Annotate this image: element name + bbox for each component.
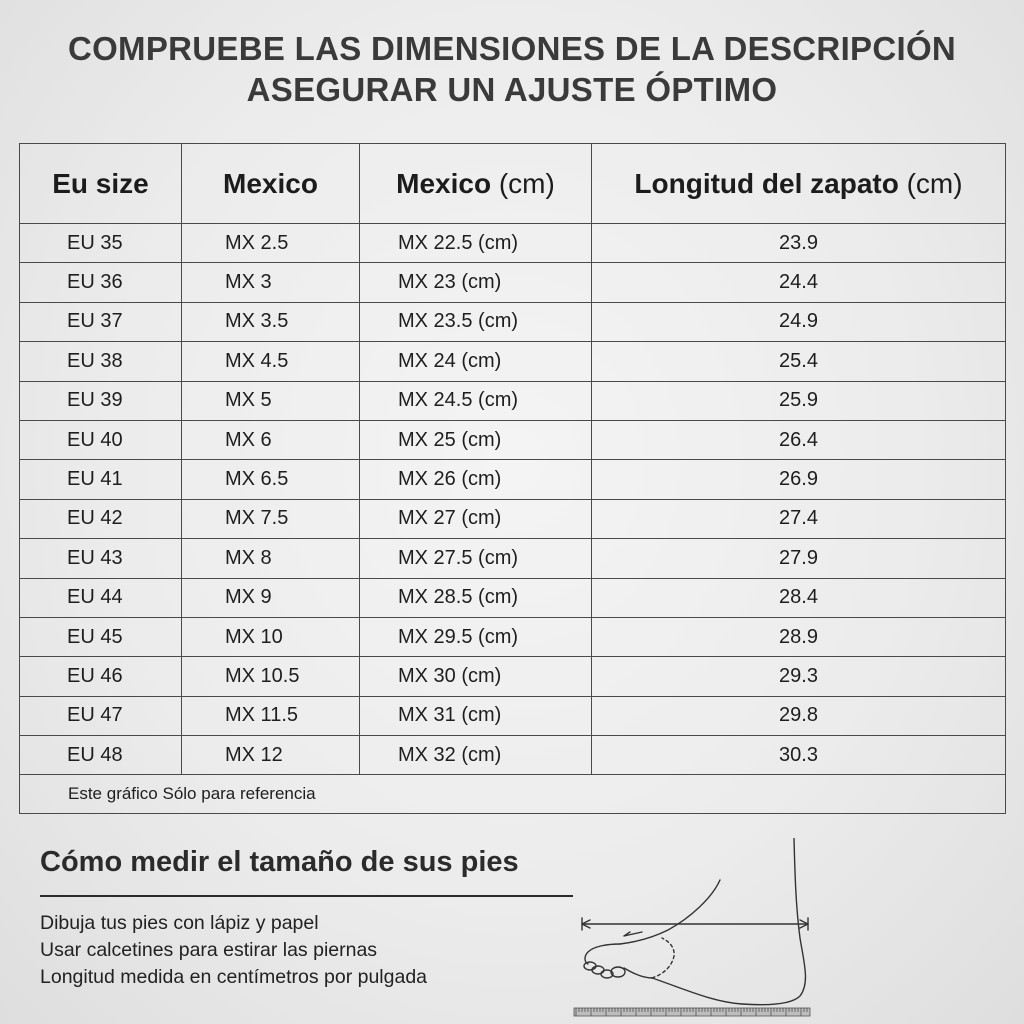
- cell-mexico: MX 11.5: [182, 696, 360, 735]
- reference-note: Este gráfico Sólo para referencia: [20, 775, 1006, 814]
- cell-mexico: MX 6: [182, 420, 360, 459]
- howto-title: Cómo medir el tamaño de sus pies: [40, 846, 519, 878]
- howto-step: Longitud medida en centímetros por pulgada: [40, 966, 428, 988]
- cell-eu-size: EU 36: [20, 263, 182, 302]
- cell-mexico-cm: MX 22.5 (cm): [360, 224, 592, 263]
- table-row: [20, 657, 1006, 696]
- foot-measurement-icon: [572, 838, 812, 1018]
- cell-shoe-length: 27.4: [592, 499, 1006, 538]
- table-row: [20, 420, 1006, 459]
- cell-shoe-length: 24.4: [592, 263, 1006, 302]
- cell-eu-size: EU 45: [20, 617, 182, 656]
- cell-eu-size: EU 38: [20, 342, 182, 381]
- cell-mexico: MX 5: [182, 381, 360, 420]
- page-title-line-2: ASEGURAR UN AJUSTE ÓPTIMO: [246, 71, 778, 108]
- table-header-row: [20, 144, 1006, 224]
- header-shoe-length: [592, 144, 1006, 224]
- header-mexico: Mexico: [182, 144, 360, 224]
- cell-eu-size: EU 35: [20, 224, 182, 263]
- cell-mexico: MX 7.5: [182, 499, 360, 538]
- howto-step: Usar calcetines para estirar las piernas: [40, 939, 378, 961]
- cell-mexico: MX 8: [182, 539, 360, 578]
- cell-mexico: MX 9: [182, 578, 360, 617]
- cell-mexico: MX 3.5: [182, 302, 360, 341]
- cell-mexico: MX 10.5: [182, 657, 360, 696]
- table-row: [20, 342, 1006, 381]
- cell-mexico-cm: MX 32 (cm): [360, 736, 592, 775]
- cell-mexico-cm: MX 24 (cm): [360, 342, 592, 381]
- page-title: [0, 28, 1024, 110]
- cell-mexico: MX 4.5: [182, 342, 360, 381]
- size-chart-table: [19, 143, 1006, 814]
- table-row: [20, 460, 1006, 499]
- cell-eu-size: EU 37: [20, 302, 182, 341]
- table-row: [20, 578, 1006, 617]
- cell-mexico-cm: MX 24.5 (cm): [360, 381, 592, 420]
- table-row: [20, 617, 1006, 656]
- cell-mexico-cm: MX 27.5 (cm): [360, 539, 592, 578]
- cell-mexico-cm: MX 29.5 (cm): [360, 617, 592, 656]
- cell-eu-size: EU 46: [20, 657, 182, 696]
- cell-eu-size: EU 41: [20, 460, 182, 499]
- cell-eu-size: EU 44: [20, 578, 182, 617]
- howto-steps: [40, 910, 427, 991]
- cell-mexico-cm: MX 30 (cm): [360, 657, 592, 696]
- cell-mexico-cm: MX 26 (cm): [360, 460, 592, 499]
- cell-eu-size: EU 40: [20, 420, 182, 459]
- header-shoe-length-unit: (cm): [906, 167, 963, 199]
- table-row: [20, 539, 1006, 578]
- header-mexico-cm-label: Mexico: [396, 167, 492, 199]
- header-mexico-cm-unit: (cm): [498, 167, 555, 199]
- cell-mexico: MX 6.5: [182, 460, 360, 499]
- cell-mexico-cm: MX 25 (cm): [360, 420, 592, 459]
- cell-mexico: MX 12: [182, 736, 360, 775]
- cell-eu-size: EU 39: [20, 381, 182, 420]
- cell-shoe-length: 29.3: [592, 657, 1006, 696]
- cell-shoe-length: 26.4: [592, 420, 1006, 459]
- cell-eu-size: EU 48: [20, 736, 182, 775]
- table-row: [20, 263, 1006, 302]
- table-row: [20, 736, 1006, 775]
- table-note-row: [20, 775, 1006, 814]
- table-row: [20, 381, 1006, 420]
- cell-mexico: MX 3: [182, 263, 360, 302]
- cell-mexico-cm: MX 28.5 (cm): [360, 578, 592, 617]
- howto-divider: [40, 895, 573, 897]
- cell-mexico-cm: MX 23.5 (cm): [360, 302, 592, 341]
- cell-shoe-length: 28.9: [592, 617, 1006, 656]
- header-mexico-cm: [360, 144, 592, 224]
- cell-shoe-length: 25.9: [592, 381, 1006, 420]
- cell-eu-size: EU 43: [20, 539, 182, 578]
- cell-shoe-length: 30.3: [592, 736, 1006, 775]
- cell-eu-size: EU 42: [20, 499, 182, 538]
- header-shoe-length-label: Longitud del zapato: [634, 167, 899, 199]
- table-row: [20, 696, 1006, 735]
- cell-mexico-cm: MX 27 (cm): [360, 499, 592, 538]
- cell-shoe-length: 23.9: [592, 224, 1006, 263]
- page-title-line-1: COMPRUEBE LAS DIMENSIONES DE LA DESCRIPCIÓN: [67, 30, 957, 67]
- cell-mexico-cm: MX 31 (cm): [360, 696, 592, 735]
- cell-shoe-length: 29.8: [592, 696, 1006, 735]
- table-row: [20, 499, 1006, 538]
- header-eu-size: Eu size: [20, 144, 182, 224]
- cell-mexico-cm: MX 23 (cm): [360, 263, 592, 302]
- howto-step: Dibuja tus pies con lápiz y papel: [40, 912, 319, 934]
- cell-mexico: MX 2.5: [182, 224, 360, 263]
- cell-shoe-length: 24.9: [592, 302, 1006, 341]
- cell-eu-size: EU 47: [20, 696, 182, 735]
- table-row: [20, 302, 1006, 341]
- cell-shoe-length: 28.4: [592, 578, 1006, 617]
- cell-shoe-length: 27.9: [592, 539, 1006, 578]
- cell-shoe-length: 25.4: [592, 342, 1006, 381]
- cell-mexico: MX 10: [182, 617, 360, 656]
- table-row: [20, 224, 1006, 263]
- cell-shoe-length: 26.9: [592, 460, 1006, 499]
